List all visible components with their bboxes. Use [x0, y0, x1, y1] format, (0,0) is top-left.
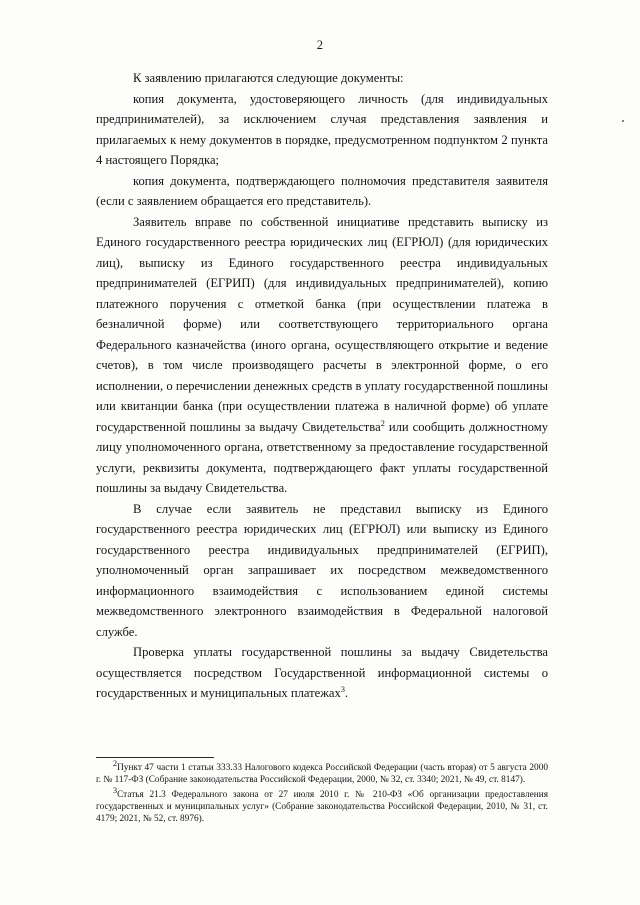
footnote-ref-2: 2 [380, 418, 385, 428]
paragraph-4 [96, 212, 548, 499]
paragraph-5: В случае если заявитель не представил выписку из Единого государственного реестра юридических лиц (ЕГРЮЛ) или выписку из Единого государственного реестра индивидуальных предпринимателей (ЕГРИП), уполномоченный орган запрашивает их посредством межведомственного информационного взаимодействия с использованием единой системы межведомственного электронного взаимодействия в Федеральной налоговой службе. [96, 501, 548, 639]
paragraph-4-tail: или сообщить должностному лицу уполномоченного органа, ответственному за предоставление государственной услуги, реквизиты документа, подтверждающего факт уплаты государственной пошлины за выдачу Свидетельства. [96, 419, 549, 495]
footnotes-block [96, 758, 548, 827]
footnote-number-3: 3 [113, 785, 118, 795]
paragraph-6 [96, 642, 548, 704]
page-number: 2 [316, 38, 324, 52]
paragraph-3: копия документа, подтверждающего полномочия представителя заявителя (если с заявлением обращается его представитель). [96, 173, 548, 208]
footnote-ref-3: 3 [340, 684, 345, 694]
footnote-separator [96, 757, 214, 758]
paragraph-6-main: Проверка уплаты государственной пошлины за выдачу Свидетельства осуществляется посредством Государственной информационной системы о государственных и муниципальных платежах [96, 645, 548, 700]
paragraph-4-main: Заявитель вправе по собственной инициативе представить выписку из Единого государственного реестра юридических лиц (ЕГРЮЛ) (для юридических лиц), выписку из Единого государственного реестра индивидуальных предпринимателей (ЕГРИП) (для индивидуальных предпринимателей), копию платежного поручения с отметкой банка (при осуществлении платежа в безналичной форме) или соответствующего территориального органа Федерального казначейства (иного органа, осуществляющего открытие и ведение счетов), в том числе производящего расчеты в электронной форме, о его исполнении, о перечислении денежных средств в уплату государственной пошлины или квитанции банка (при осуществлении платежа в наличной форме) об уплате государственной пошлины за выдачу Свидетельства [96, 214, 548, 434]
footnote-item [96, 758, 548, 787]
page-edge-mark [622, 120, 624, 122]
paragraph-2: копия документа, удостоверяющего личность (для индивидуальных предпринимателей), за исключением случая представления заявления и прилагаемых к нему документов в порядке, предусмотренном подпунктом 2 пункта 4 настоящего Порядка; [96, 91, 548, 167]
footnote-item [96, 785, 548, 826]
paragraph-6-tail: . [344, 686, 349, 700]
footnote-text: Пункт 47 части 1 статьи 333.33 Налогового кодекса Российской Федерации (часть вторая) от 5 августа 2000 г. № 117-ФЗ (Собрание законодательства Российской Федерации, 2000, № 32, ст. 3340; 2021, № 49, ст. 8147). [96, 763, 548, 786]
document-body [96, 68, 548, 704]
footnote-number-2: 2 [113, 758, 118, 768]
paragraph-1: К заявлению прилагаются следующие документы: [133, 71, 404, 85]
footnote-text: Статья 21.3 Федерального закона от 27 июля 2010 г. № 210-ФЗ «Об организации предоставления государственных и муниципальных услуг» (Собрание законодательства Российской Федерации, 2010, № 31, ст. 4179; 2021, № 52, ст. 8976). [96, 789, 548, 825]
